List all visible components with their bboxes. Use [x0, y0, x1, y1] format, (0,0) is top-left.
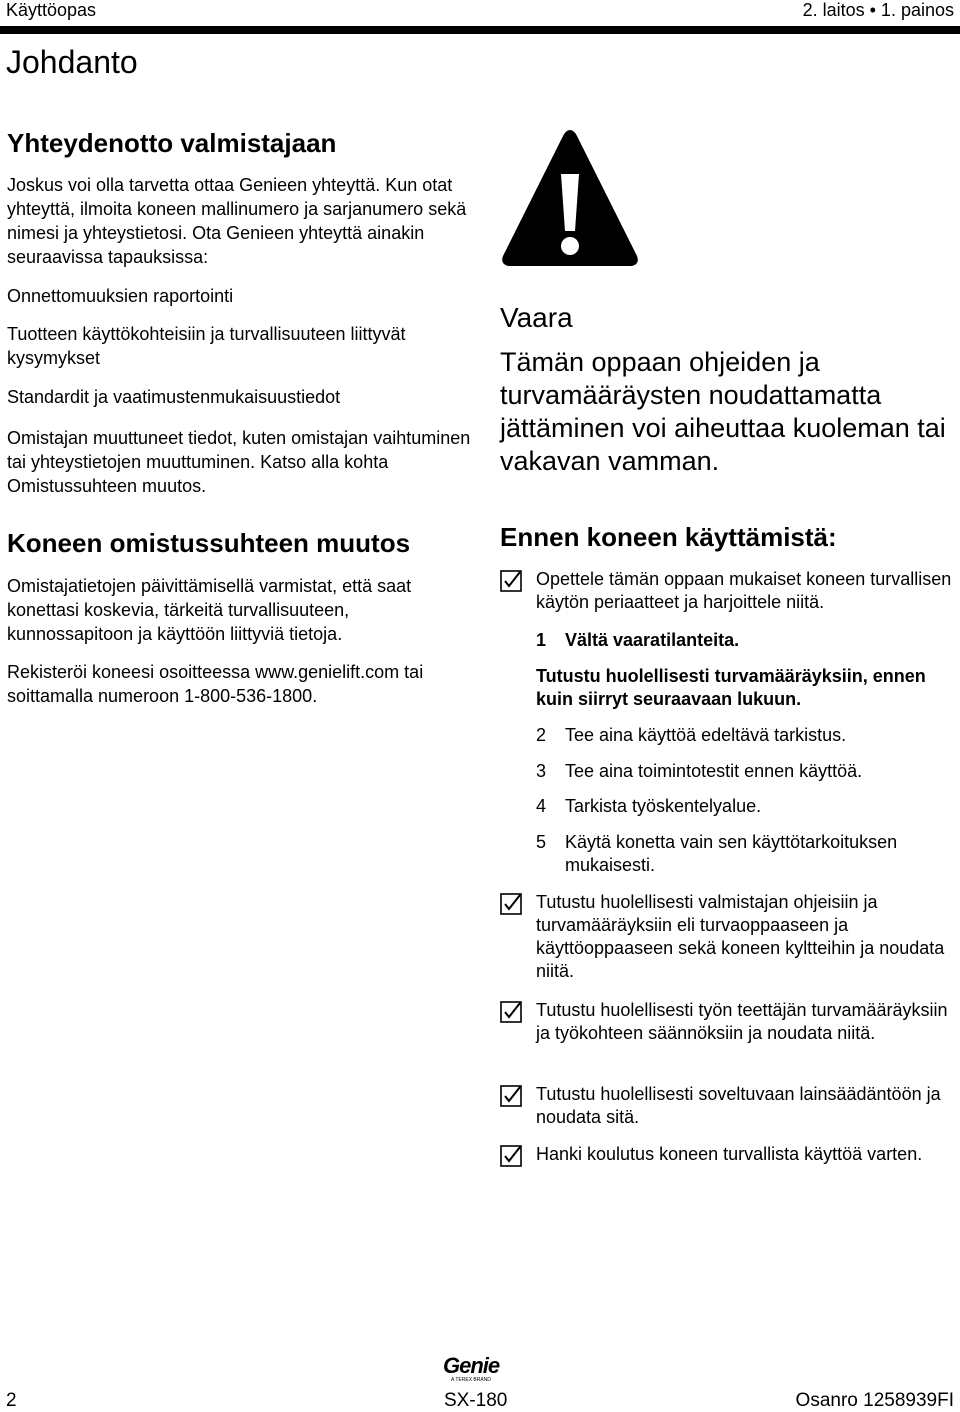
step-number: 1 — [536, 630, 547, 650]
warning-triangle-icon — [499, 126, 641, 270]
header-edition: 2. laitos • 1. painos — [802, 0, 954, 20]
ownership-paragraph: Omistajatietojen päivittämisellä varmistat, että saat konettasi koskevia, tärkeitä turvallisuuteen, kunnossapitoon ja käyttöön liittyviä tietoja. — [7, 576, 412, 644]
contact-item: Standardit ja vaatimustenmukaisuustiedot — [7, 387, 341, 407]
genie-logo — [443, 1355, 499, 1383]
checkbox-checked-icon — [500, 1145, 522, 1167]
checkbox-checked-icon — [500, 1001, 522, 1023]
contact-item: Tuotteen käyttökohteisiin ja turvallisuuteen liittyvät kysymykset — [7, 324, 406, 368]
footer-model: SX-180 — [444, 1390, 508, 1411]
ownership-heading: Koneen omistussuhteen muutos — [7, 528, 411, 558]
checkbox-checked-icon — [500, 893, 522, 915]
step-note-text: Tutustu huolellisesti turvamääräyksiin, ennen kuin siirryt seuraavaan lukuun. — [536, 666, 926, 709]
ownership-register: Rekisteröi koneesi osoitteessa www.genielift.com tai soittamalla numeroon 1-800-536-1800. — [7, 662, 424, 706]
checklist-text: Opettele tämän oppaan mukaiset koneen turvallisen käytön periaatteet ja harjoittele niitä. — [536, 569, 952, 612]
header-manual-title: Käyttöopas — [6, 0, 97, 20]
step-number: 4 — [536, 796, 547, 816]
footer-page-number: 2 — [6, 1390, 17, 1411]
danger-text: Tämän oppaan ohjeiden ja turvamääräysten noudattamatta jättäminen voi aiheuttaa kuoleman tai vakavan vamman. — [500, 347, 946, 476]
step-text: Tarkista työskentelyalue. — [565, 796, 762, 816]
logo-wordmark: Genie — [443, 1353, 500, 1378]
step-text: Tee aina käyttöä edeltävä tarkistus. — [565, 725, 847, 745]
checklist-text: Tutustu huolellisesti soveltuvaan lainsäädäntöön ja noudata sitä. — [536, 1084, 941, 1127]
checklist-text: Hanki koulutus koneen turvallista käyttöä varten. — [536, 1144, 923, 1164]
step-number: 5 — [536, 832, 547, 852]
page-title: Johdanto — [6, 44, 138, 80]
step-number: 3 — [536, 761, 547, 781]
checklist-text: Tutustu huolellisesti valmistajan ohjeisiin ja turvamääräyksiin eli turvaoppaaseen ja käyttöoppaaseen sekä koneen kyltteihin ja noudata niitä. — [536, 892, 945, 981]
step-text: Tee aina toimintotestit ennen käyttöä. — [565, 761, 863, 781]
footer-part-number: Osanro 1258939FI — [795, 1390, 954, 1411]
logo-tagline: A TEREX BRAND — [451, 1377, 491, 1383]
step-number: 2 — [536, 725, 547, 745]
danger-title: Vaara — [500, 302, 573, 333]
contact-item: Omistajan muuttuneet tiedot, kuten omistajan vaihtuminen tai yhteystietojen muuttuminen. Katso alla kohta Omistussuhteen muutos. — [7, 428, 471, 496]
before-heading: Ennen koneen käyttämistä: — [500, 522, 837, 552]
checkbox-checked-icon — [500, 1085, 522, 1107]
contact-item: Onnettomuuksien raportointi — [7, 286, 234, 306]
contact-intro: Joskus voi olla tarvetta ottaa Genieen yhteyttä. Kun otat yhteyttä, ilmoita koneen mallinumero ja sarjanumero sekä nimesi ja yhteystietosi. Ota Genieen yhteyttä ainakin seuraavissa tapauksissa: — [7, 175, 467, 267]
step-text: Käytä konetta vain sen käyttötarkoituksen mukaisesti. — [565, 832, 898, 875]
checkbox-checked-icon — [500, 570, 522, 592]
checklist-text: Tutustu huolellisesti työn teettäjän turvamääräyksiin ja työkohteen säännöksiin ja noudata niitä. — [536, 1000, 948, 1043]
step-text: Vältä vaaratilanteita. — [565, 630, 740, 650]
header-rule — [0, 26, 960, 34]
contact-heading: Yhteydenotto valmistajaan — [7, 128, 337, 158]
